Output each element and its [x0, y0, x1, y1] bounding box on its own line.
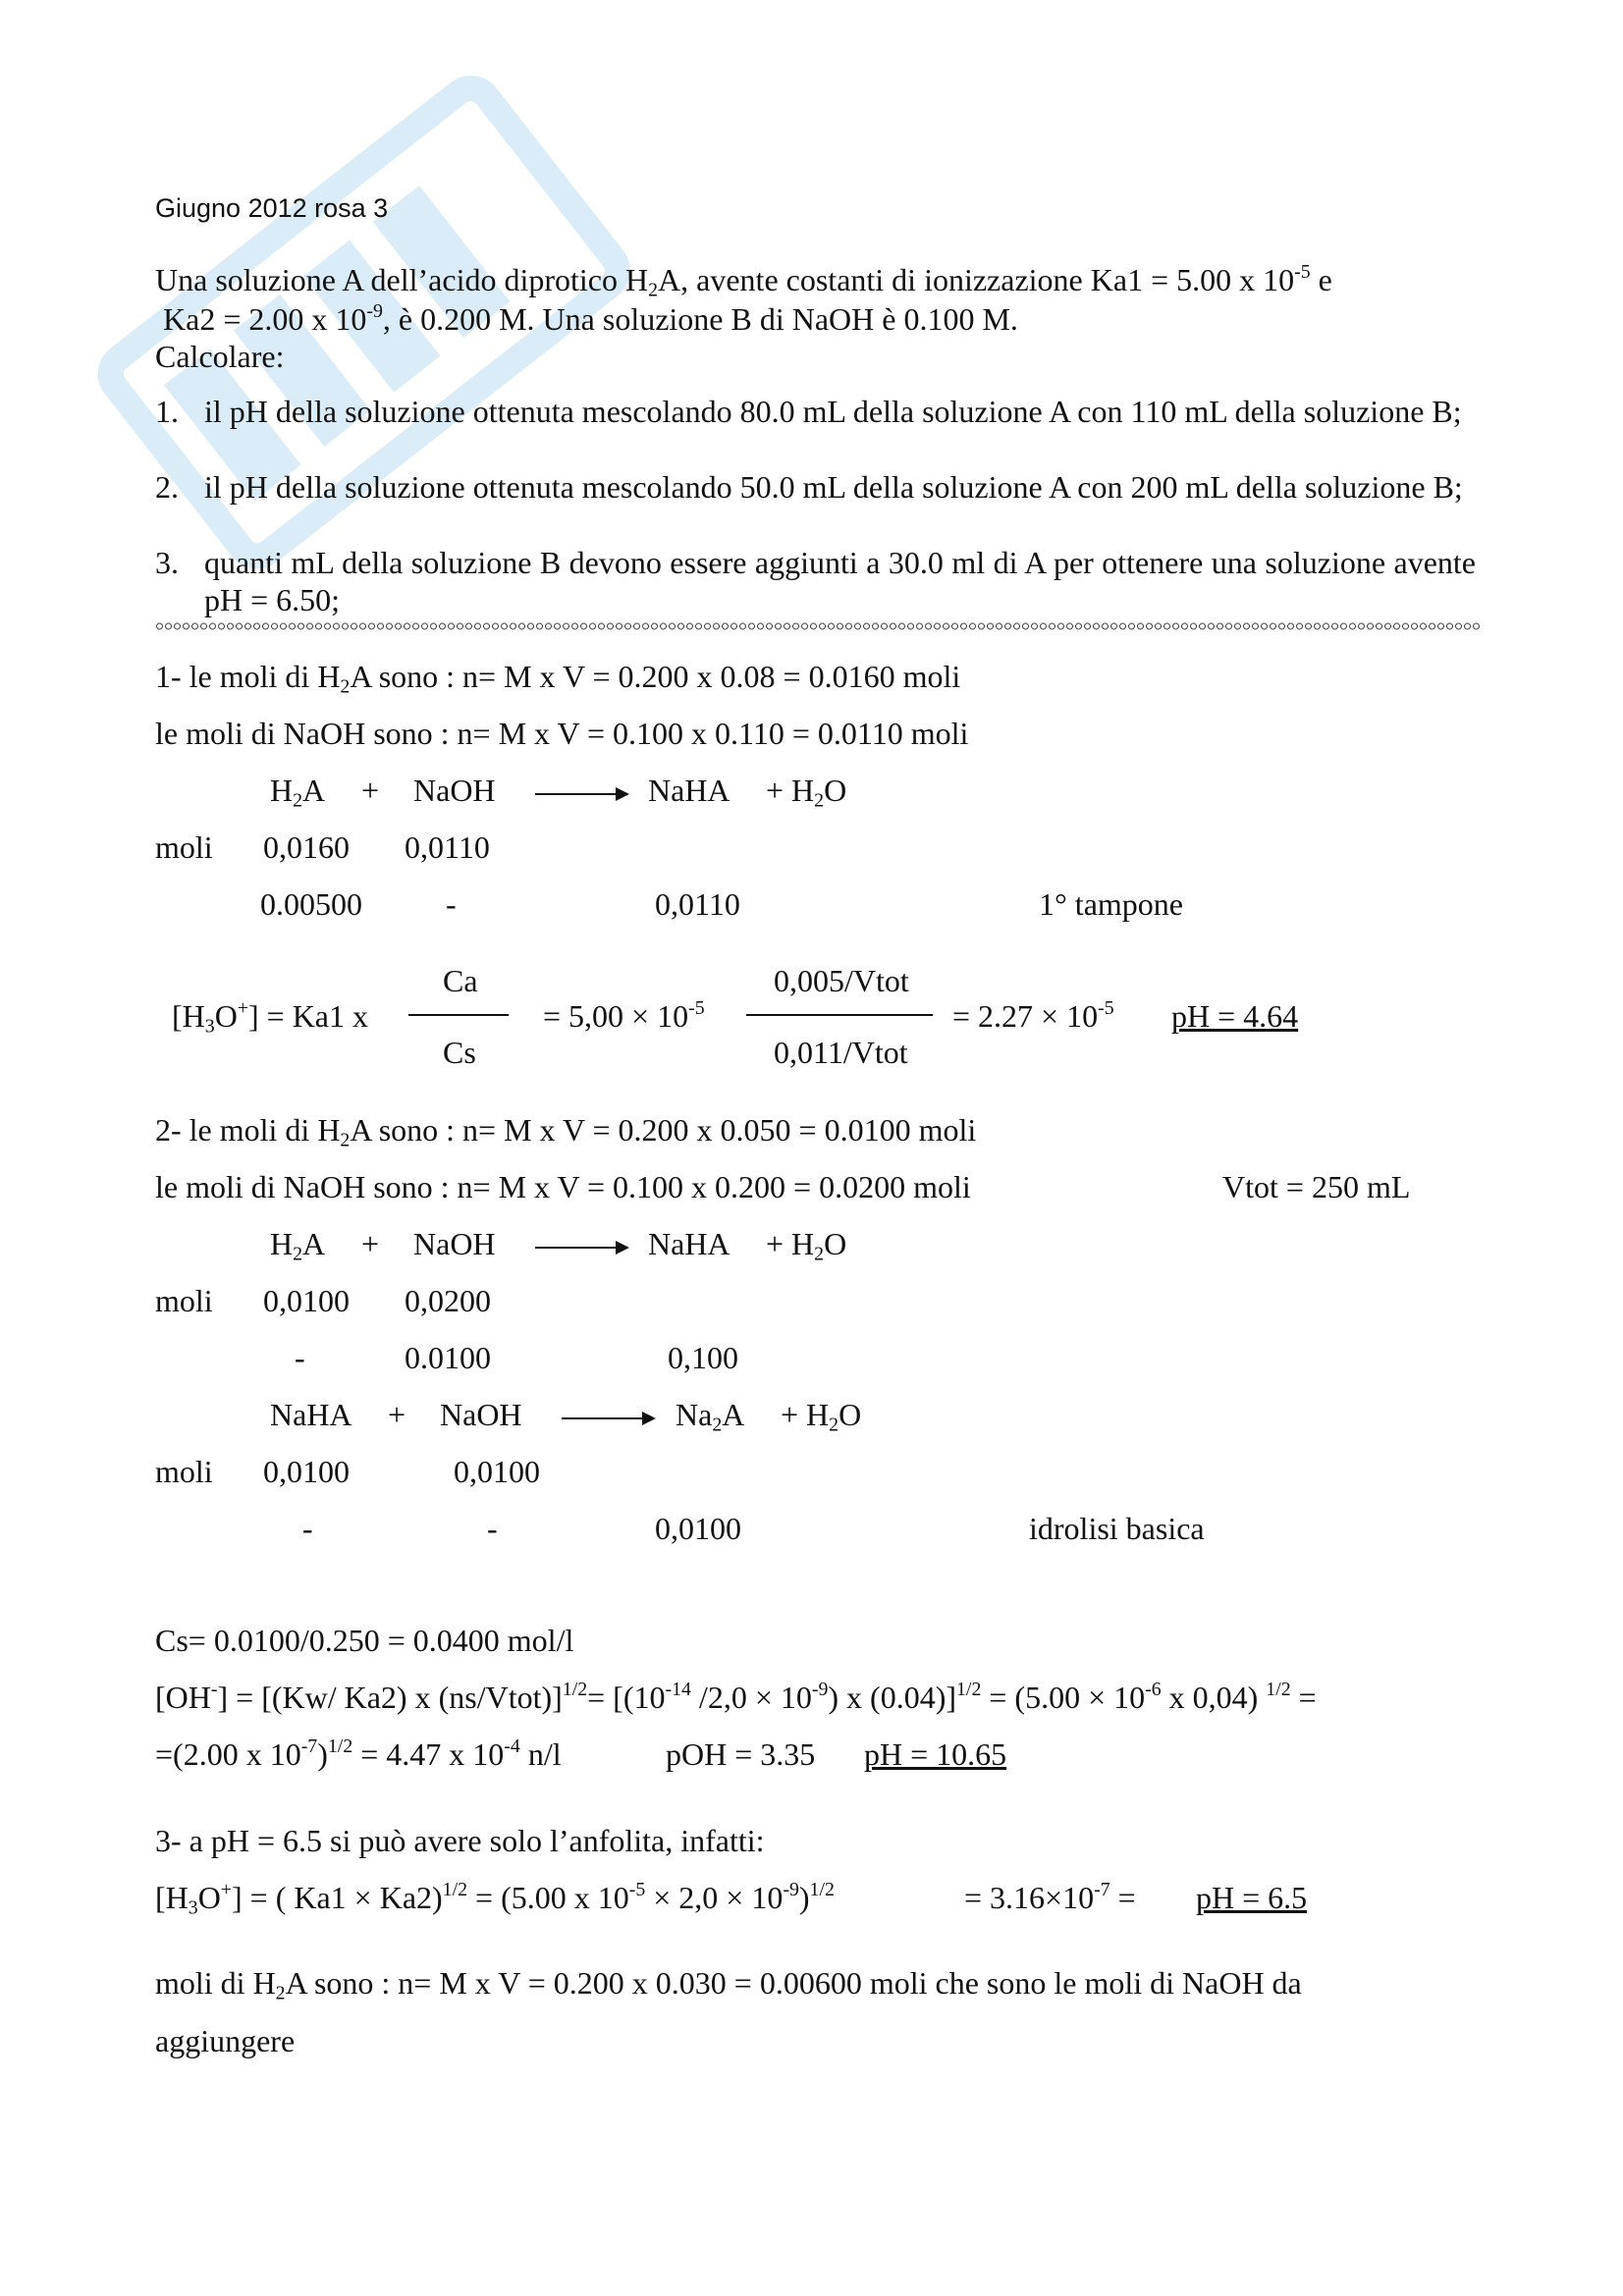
moles-value: 0,0100: [263, 1283, 350, 1318]
page-header: Giugno 2012 rosa 3: [155, 193, 389, 223]
reaction-reactant: NaOH: [440, 1397, 522, 1432]
moles-value: 0,0110: [655, 886, 740, 922]
moles-value: 0,100: [668, 1340, 738, 1375]
moles-value: 0,0100: [655, 1511, 741, 1546]
moli-label: moli: [155, 829, 213, 865]
fraction-line: [746, 1014, 933, 1016]
reaction-reactant: NaHA: [270, 1397, 352, 1432]
vtot-note: Vtot = 250 mL: [1222, 1169, 1411, 1204]
reaction-plus: +: [388, 1397, 406, 1432]
problem-line-1: Una soluzione A dell’acido diprotico $H_2A$, avente costanti di ionizzazione Ka1 = 5.00 x $10^{-5}$ e: [155, 261, 1332, 301]
reaction-product: NaHA: [648, 773, 730, 808]
reaction-arrow-icon: [535, 793, 625, 795]
part3-line-1: 3- a pH = 6.5 si può avere solo l’anfolita, infatti:: [155, 1823, 765, 1858]
moles-value: -: [487, 1511, 498, 1546]
moles-value: 0,0160: [263, 829, 350, 865]
equation-mid: = $5,00 \times 10^{-5}$: [543, 997, 705, 1034]
fraction-denominator: 0,011/Vtot: [774, 1035, 908, 1070]
equation-lhs: $[H_3O^+] = Ka1$ x: [172, 997, 368, 1038]
part2-line-1: 2- le moli di $H_2A$ sono : n= M x V = 0.200 x 0.050 = 0.0100 moli: [155, 1112, 977, 1151]
buffer-note: 1° tampone: [1039, 886, 1183, 922]
moles-value: 0,0200: [405, 1283, 491, 1318]
reaction-reactant: NaOH: [413, 1226, 496, 1261]
fraction-denominator: Cs: [443, 1035, 476, 1070]
hydrolysis-note: idrolisi basica: [1029, 1511, 1205, 1546]
moli-label: moli: [155, 1454, 213, 1489]
reaction-arrow-icon: [562, 1417, 652, 1419]
reaction-product: + $H_2O$: [766, 773, 847, 812]
reaction-product: NaHA: [648, 1226, 730, 1261]
ph-result: pH = 10.65: [864, 1736, 1007, 1772]
moles-value: 0,0110: [405, 829, 490, 865]
part1-line-2: le moli di NaOH sono : n= M x V = 0.100 x 0.110 = 0.0110 moli: [155, 716, 969, 751]
fraction-numerator: 0,005/Vtot: [774, 963, 909, 998]
reaction-arrow-icon: [535, 1247, 625, 1249]
moles-value: 0.00500: [260, 886, 362, 922]
reaction-reactant: $H_2A$: [270, 773, 326, 812]
h3o-equation: $[H_3O^+]$ = ( Ka1 × Ka2)$^{1/2}$ = (5.00 x $10^{-5} \times 2,0 \times 10^{-9})^{1/2}$: [155, 1879, 835, 1919]
fraction-numerator: Ca: [443, 963, 478, 998]
reaction-product: $Na_2A$: [676, 1397, 745, 1436]
poh-result: pOH = 3.35: [666, 1736, 816, 1772]
moles-value: 0,0100: [263, 1454, 350, 1489]
equation-result: = $2.27 \times 10^{-5}$: [952, 997, 1114, 1034]
ph-result: pH = 4.64: [1171, 998, 1299, 1034]
oh-equation: [OH-] = [(Kw/ Ka2) x (ns/Vtot)]$^{1/2}$= [($10^{-14}$ $/2,0 \times 10^{-9}$) x $(0.04)]^{1/2} = (5.00 \times 10^{-6}$ x 0,04) $^{1/2}$ =: [155, 1679, 1317, 1715]
h3o-result: = $3.16\times 10^{-7}$ =: [964, 1879, 1136, 1915]
question-item: 1. il pH della soluzione ottenuta mescolando 80.0 mL della soluzione A con 110 mL della soluzione B;: [155, 394, 1462, 429]
dotted-separator: [155, 620, 1481, 632]
cs-line: Cs= 0.0100/0.250 = 0.0400 mol/l: [155, 1623, 574, 1658]
question-item: 2. il pH della soluzione ottenuta mescolando 50.0 mL della soluzione A con 200 mL della soluzione B;: [155, 469, 1463, 505]
reaction-product: + $H_2O$: [781, 1397, 862, 1436]
reaction-reactant: NaOH: [413, 773, 496, 808]
reaction-reactant: $H_2A$: [270, 1226, 326, 1265]
reaction-product: + $H_2O$: [766, 1226, 847, 1265]
oh-result-line: =(2.00 x $10^{-7})^{1/2} = 4.47$ x $10^{-4}$ n/l: [155, 1735, 562, 1772]
moles-value: 0.0100: [405, 1340, 491, 1375]
moles-value: -: [295, 1340, 305, 1375]
fraction-line: [408, 1014, 509, 1016]
reaction-plus: +: [361, 1226, 380, 1261]
ph-result: pH = 6.5: [1196, 1880, 1308, 1915]
reaction-plus: +: [361, 773, 380, 808]
part3-line-3: moli di $H_2A$ sono : n= M x V = 0.200 x 0.030 = 0.00600 moli che sono le moli di NaOH da: [155, 1965, 1302, 2004]
moles-value: 0,0100: [454, 1454, 540, 1489]
problem-line-2: Ka2 = 2.00 x $10^{-9}$, è 0.200 M. Una soluzione B di NaOH è 0.100 M.: [163, 300, 1018, 337]
moles-value: -: [446, 886, 457, 922]
part3-line-4: aggiungere: [155, 2023, 296, 2058]
part1-line-1: 1- le moli di $H_2A$ sono : n= M x V = 0.200 x 0.08 = 0.0160 moli: [155, 659, 961, 698]
question-item: 3. quanti mL della soluzione B devono essere aggiunti a 30.0 ml di A per ottenere una soluzione avente pH = 6.50;: [155, 545, 1476, 617]
part2-line-2: le moli di NaOH sono : n= M x V = 0.100 x 0.200 = 0.0200 moli: [155, 1169, 971, 1204]
moles-value: -: [302, 1511, 313, 1546]
moli-label: moli: [155, 1283, 213, 1318]
problem-line-3: Calcolare:: [155, 339, 285, 374]
